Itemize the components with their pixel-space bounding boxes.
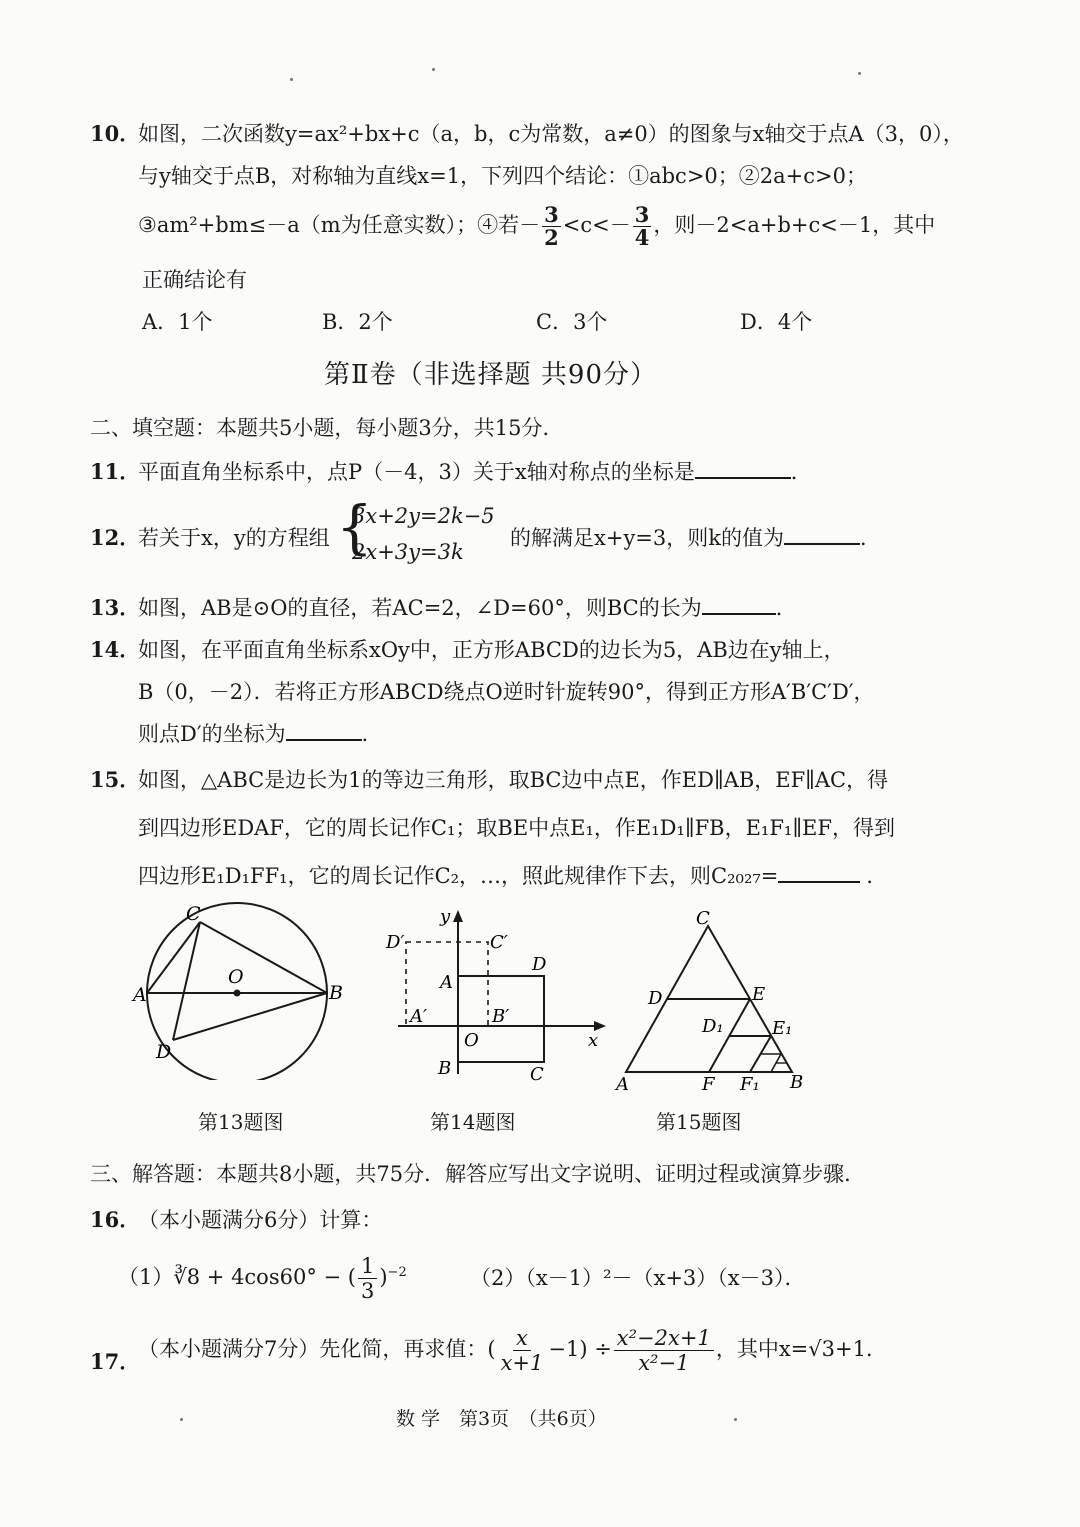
q14-answer-blank[interactable] [286,721,362,741]
fig15-label-d: D [648,988,663,1009]
scan-dot [290,78,293,81]
q12-question: 的解满足x+y=3，则k的值为 [510,526,784,550]
q10-line3-part-a: ③am²+bm≤－a（m为任意实数）；④若－ [138,213,541,238]
q17-tail: ，其中x=√3+1． [715,1337,887,1362]
q11-text: 平面直角坐标系中，点P（－4，3）关于x轴对称点的坐标是 ． [138,460,812,484]
fig13-label-o: O [228,966,244,988]
q10-line4: 正确结论有 [142,268,247,292]
q10-option-d: D．4个 [740,310,813,334]
fig15-label-e: E [752,984,766,1005]
q16-part1-exponent: −2 [387,1265,407,1281]
figure-14 [380,906,610,1086]
q10-line2: 与y轴交于点B，对称轴为直线x=1，下列四个结论：①abc>0；②2a+c>0； [138,164,867,188]
q17-number: 17． [90,1349,141,1374]
q11-answer-blank[interactable] [695,459,791,479]
q16-part1-expr: ∛8 + 4cos60° − ( [173,1265,356,1290]
fig15-label-c: C [696,908,710,929]
q16-number: 16． [90,1207,141,1232]
fig14-label-d: D [532,954,547,975]
q12-number: 12． [90,525,141,550]
q13-question: 如图，AB是⊙O的直径，若AC=2，∠D=60°，则BC的长为 [138,596,702,620]
fig14-label-d-prime: D′ [386,932,405,953]
scan-dot [734,1418,737,1421]
fig14-label-o: O [464,1030,479,1051]
figure-15 [612,906,812,1096]
fig14-y-arrow [453,910,463,922]
q16-part1: （1）∛8 + 4cos60° − ( $\frac{1}{3}$ )$^{-2}$ [118,1254,407,1304]
q10-number: 10． [90,121,141,146]
fig15-label-e1: E₁ [772,1018,793,1039]
fig14-label-c-prime: C′ [490,932,508,953]
q10-option-b: B．2个 [322,310,393,334]
fig13-label-a: A [133,984,147,1006]
q11-question: 平面直角坐标系中，点P（－4，3）关于x轴对称点的坐标是 [138,460,695,484]
part2-title: 第Ⅱ卷（非选择题 共90分） [324,360,658,390]
q12-pre: 若关于x，y的方程组 [138,526,330,550]
q10-fraction-3-4: $\frac{3}{4}$ [634,202,650,251]
q10-fraction-3-2: $\frac{3}{2}$ [544,202,559,251]
q14-question: 则点D′的坐标为 [138,722,286,746]
fill-in-header: 二、填空题：本题共5小题，每小题3分，共15分． [90,416,564,440]
page-footer: 数 学 第3页 （共6页） [396,1408,607,1430]
q16-text: （本小题满分6分）计算： [138,1208,383,1232]
q15-question: 四边形E₁D₁FF₁，它的周长记作C₂，…，照此规律作下去，则C₂₀₂₇= [138,864,779,888]
q13-answer-blank[interactable] [702,595,776,615]
q10-option-a: A．1个 [142,310,213,334]
fig14-label-c: C [530,1064,544,1085]
q15-line2: 到四边形EDAF，它的周长记作C₁；取BE中点E₁，作E₁D₁∥FB，E₁F₁∥EF，得到 [138,816,895,840]
fig13-label-d: D [156,1041,172,1063]
scan-dot [858,72,861,75]
fig15-label-b: B [790,1072,804,1093]
q14-line3: 则点D′的坐标为 ． [138,722,383,746]
q10-option-c: C．3个 [536,310,608,334]
scan-dot [432,68,435,71]
q13-number: 13． [90,595,141,620]
fig13-line-cb [200,922,327,993]
fig14-label-a-prime: A′ [410,1006,428,1027]
fig14-label-a: A [440,972,453,993]
figure-13 [130,900,360,1080]
q17-fraction-2: $\frac{\text{x²−2x+1}}{\text{x²−1}}$ [614,1326,714,1375]
q12-brace: { [336,493,373,561]
q14-line1: 如图，在平面直角坐标系xOy中，正方形ABCD的边长为5，AB边在y轴上， [138,638,845,662]
fig14-label-b-prime: B′ [492,1006,510,1027]
q17-fraction-1: $\frac{x}{x+1}$ [500,1326,544,1376]
fig15-label-d1: D₁ [702,1016,724,1037]
q10-line3 [138,204,935,249]
q10-line3-part-b: <c<－ [562,213,631,238]
fig13-label-c: C [186,903,201,925]
q12-answer-blank[interactable] [784,525,860,545]
fig13-caption: 第13题图 [198,1110,284,1134]
solve-header: 三、解答题：本题共8小题，共75分．解答应写出文字说明、证明过程或演算步骤． [90,1162,866,1186]
fig15-caption: 第15题图 [656,1110,742,1134]
q14-line2: B（0，－2）．若将正方形ABCD绕点O逆时针旋转90°，得到正方形A′B′C′D′， [138,680,875,704]
q14-number: 14． [90,637,141,662]
q16-fraction-1-3: $\frac{1}{3}$ [358,1254,377,1303]
q13-text: 如图，AB是⊙O的直径，若AC=2，∠D=60°，则BC的长为 ． [138,596,797,620]
fig15-label-f: F [702,1074,715,1095]
fig13-line-db [173,993,327,1040]
q10-line1: 如图，二次函数y=ax²+bx+c（a，b，c为常数，a≠0）的图象与x轴交于点A（3，0）， [138,122,964,146]
q17-text: （本小题满分7分）先化简，再求值：( $\frac{x}{x+1}$ −1) ÷ $\frac{\text{x²−2x+1}}{\text{x²−1}}$ ，其中x=√3+1． [138,1326,887,1376]
q17-question: （本小题满分7分）先化简，再求值： [138,1337,488,1362]
fig14-caption: 第14题图 [430,1110,516,1134]
scan-dot [180,1418,183,1421]
fig15-label-a: A [616,1074,629,1095]
q16-part2: （2）（x－1）²－（x+3）（x－3）． [470,1266,806,1290]
fig13-label-b: B [329,982,343,1004]
q10-line3-part-c: ，则－2<a+b+c<－1，其中 [653,213,936,238]
fig15-label-f1: F₁ [740,1074,760,1095]
q15-line1: 如图，△ABC是边长为1的等边三角形，取BC边中点E，作ED∥AB，EF∥AC，得 [138,768,889,792]
q12-post: 的解满足x+y=3，则k的值为 ． [510,526,881,550]
q16-part1-label: （1） [118,1265,174,1290]
q15-number: 15． [90,767,141,792]
q15-line3: 四边形E₁D₁FF₁，它的周长记作C₂，…，照此规律作下去，则C₂₀₂₇= ． [138,864,888,888]
q12-equation-2: 2x+3y=3k [352,540,464,564]
fig14-label-b: B [438,1058,452,1079]
fig14-label-x: x [588,1030,599,1051]
q15-answer-blank[interactable] [778,863,860,883]
fig13-center-point [234,990,241,997]
q12-equation-1: 3x+2y=2k−5 [352,504,495,528]
q11-number: 11． [90,459,141,484]
fig14-label-y: y [440,906,451,927]
